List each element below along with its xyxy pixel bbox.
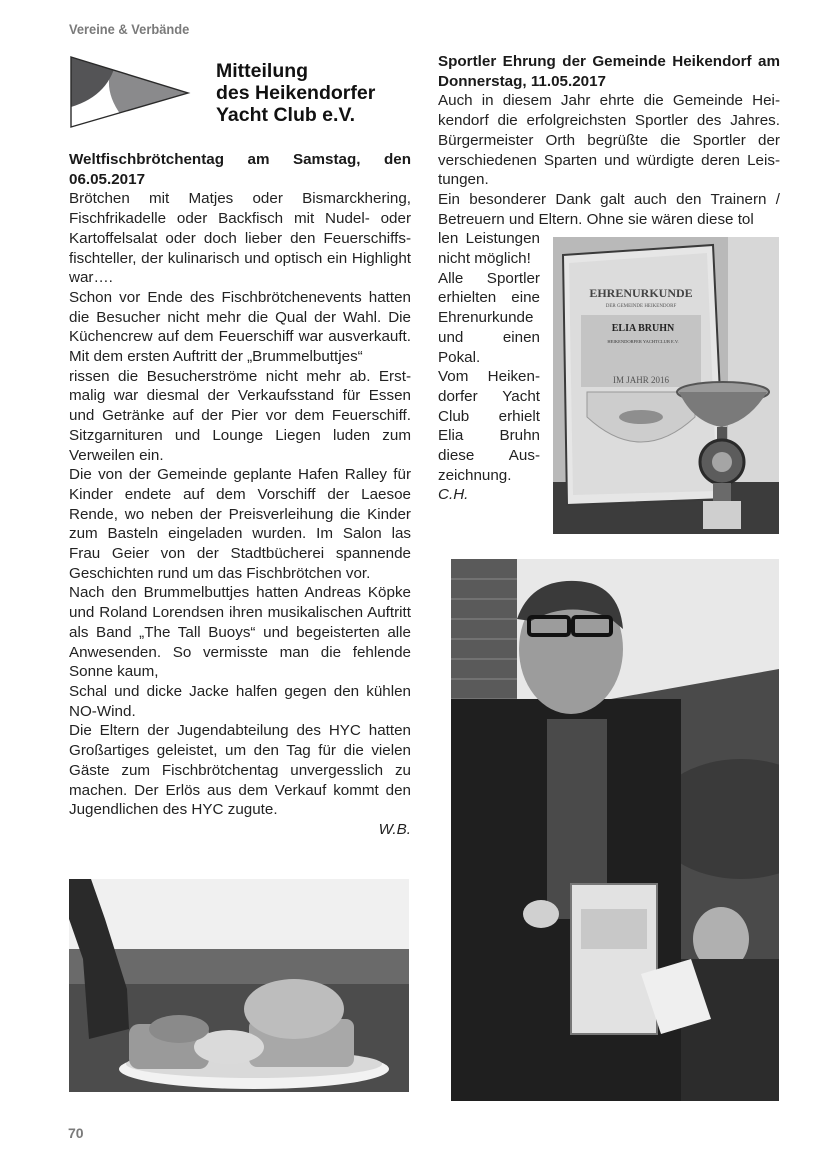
article-paragraph: Die von der Gemeinde geplante Hafen Ralley für Kinder endete auf dem Vorschiff der Laesoe Rende, wo neben der Preisverleihung die Kinder zum Basteln eingeladen wurden. Im Salon las Frau Geier von der Stadtbücherei spannende Geschichten rund um das Fischbrötchen vor. (69, 466, 411, 582)
article-paragraph: Die Eltern der Jugendabteilung des HYC hatten Großartiges geleistet, um den Tag für die vielen Gäste zum Fischbrötchentag unvergesslich zu machen. Der Erlös aus dem Verkauf kommt den Jugendlichen des HYC zugute. (69, 722, 411, 819)
article-paragraph: Brötchen mit Matjes oder Bismarckhering, Fischfrikadelle oder Backfisch mit Nudel- oder Kartoffelsalat oder doch lieber den Feuerschiffsfischteller, der kulinarisch und optisch ein Highlight war…. (69, 190, 411, 287)
photo-elia-bruhn (451, 559, 779, 1101)
yacht-club-pennant-icon (69, 55, 191, 130)
club-title-line: Yacht Club e.V. (216, 104, 356, 126)
article-heading: Weltfischbrötchentag am Samstag, den 06.05.2017 (69, 151, 411, 188)
certificate-year: IM JAHR 2016 (612, 375, 670, 385)
article-paragraph: Ein besonderer Dank galt auch den Trainern / Betreuern und Eltern. Ohne sie wären diese tol (438, 190, 780, 228)
article-heading: Sportler Ehrung der Gemeinde Heikendorf am Donnerstag, 11.05.2017 (438, 53, 780, 90)
photo-fischteller (69, 879, 409, 1092)
section-label: Vereine & Verbände (69, 21, 190, 37)
article-paragraph: rissen die Besucherströme nicht mehr ab. Erstmalig war diesmal der Verkaufsstand für Essen und Getränke auf der Pier vor dem Feuerschiff. Sitzgarnituren und Lounge Liegen luden zum Verweilen ein. (69, 367, 411, 464)
article-paragraph: Schon vor Ende des Fischbrötchenevents hatten die Besucher nicht mehr die Qual der Wahl. Die Küchencrew auf dem Feuerschiff war ausverkauft. Mit dem ersten Auftritt der „Brummelbuttjes“ (69, 288, 411, 366)
article-paragraph: Nach den Brummelbuttjes hatten Andreas Köpke und Roland Lorendsen ihren musikalischen Auftritt als Band „The Tall Buoys“ und begeisterten alle Anwesenden. So vermisste man die fehlende Sonne kaum, (69, 584, 411, 681)
article-fischbroetchentag (69, 150, 411, 840)
certificate-title: EHRENURKUNDE (589, 286, 693, 300)
article-paragraph: Alle Sportler erhielten eine Ehrenurkunde und einen Pokal. (438, 269, 540, 366)
certificate-subtitle: DER GEMEINDE HEIKENDORF (605, 304, 677, 309)
club-title-line: des Heikendorfer (216, 82, 376, 104)
article-signature: W.B. (378, 820, 411, 838)
club-title-line: Mitteilung (216, 60, 309, 82)
article-signature: C.H. (438, 486, 469, 504)
photo-certificate-trophy (553, 237, 779, 534)
club-notice-title (216, 60, 375, 126)
article-paragraph: Schal und dicke Jacke halfen gegen den kühlen NO-Wind. (69, 682, 411, 720)
certificate-club: HEIKENDORFER YACHTCLUB E.V. (607, 339, 679, 344)
article-paragraph: Vom Heikendorfer Yacht Club erhielt Elia Bruhn diese Auszeichnung. (438, 368, 540, 484)
certificate-name: ELIA BRUHN (611, 323, 675, 334)
page-number: 70 (68, 1125, 84, 1141)
article-paragraph: len Leistungen nicht möglich! (438, 230, 540, 268)
article-paragraph: Auch in diesem Jahr ehrte die Gemeinde Heikendorf die erfolgreichsten Sportler des Jahres. Bürgermeister Orth begrüßte die Sportler der verschiedenen Sparten und würdigte deren Leistungen. (438, 92, 780, 189)
article-narrow-column (438, 229, 540, 505)
